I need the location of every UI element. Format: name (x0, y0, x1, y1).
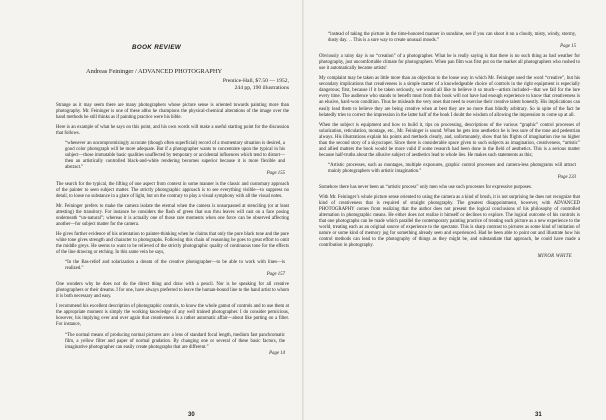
body-paragraph: He gives further evidence of his orientation to painter-thinking when he claims that only the pure black tone and the pure white tone gives strength and character to photographs. Following this chain of reasoning he goes to great effort to omit the middle greys. He seems to want to be relieved of the strictly photographic quality of continuous tone for the effects of the line drawing or etching. In this same vein he says, (56, 231, 289, 255)
block-quote (65, 260, 285, 278)
block-quote (65, 141, 285, 177)
quote-text: “instead of taking the picture in the time-honored manner in sunshine, see if you can shoot it on a cloudy, misty, windy, stormy, dusty day. . . This is a sure way to create unusual moods.” (328, 32, 576, 44)
body-paragraph: My complaint may be taken as little more than an objection to the loose way in which Mr. Feininger used the word “creative”, but his secondary implications that creativeness is a simple matter of a knowledgeable choice of controls in the right equipment is especially dangerous; first, because if it be taken seriously, we would all like to believe it so much—artists included—that we fall for the lure every time. The audience who stands to benefit must from this book will not have had enough experience to know that creativeness is an elusive, hard-won condition. Thus he misleads the very ones that need to exercise their creative talent honestly. His implications can easily lead them to believe they are being creative when at best they are no more than blindly arbitrary. So in spite of the fact he belatedly tries to correct the impression in the latter half of the book I doubt the wisdom of allowing the impression to come up at all. (319, 76, 580, 118)
section-heading: BOOK REVIEW (132, 44, 182, 51)
details-line: 244 pp, 190 illustrations (234, 85, 289, 91)
quote-citation: Page 157 (266, 272, 285, 278)
body-paragraph: Here is an example of what he says on this point, and his own words will make a useful starting point for the discussion that follows. (56, 125, 289, 137)
body-paragraph: Strange as it may seem there are many photographers whose picture sense is oriented towards painting more than photography. Mr. Feininger is one of these altho he champions the physical-chemical alterations of the image over the hand methods he still thinks as if painting practice were his bible. (56, 103, 289, 121)
body-paragraph: Mr. Feininger prefers to make the camera isolate the eternal when the camera is unsurpassed at stenciling (or at least attesting) the transitory. For instance he considers the flash of green that sun thru leaves will cast on a face posing underneath “un-natural”; whereas it is actually one of those rare moments when one force can be observed affecting another—for subject matter for the camera. (56, 203, 289, 227)
quote-citation: Page 15 (560, 44, 576, 50)
right-page (303, 0, 606, 420)
page-number: 30 (188, 412, 195, 418)
body-paragraph: With Mr. Feininger’s whole picture sense oriented to using the camera as a kind of brush, it is not surprising he does not recognize that kind of creativeness that is required of straight photography. The greatest disappointment, however, with ADVANCED PHOTOGRAPHY comes from realizing that the author does not present the logical conclusions of his philosophy of controlled alternation in photographic means. He either does not realize it himself or declines to explore. The logical outcome of his controls is that one photographs can be made which parallel the contemporary painting practice of treating each picture as a new experience to the world, treating each as an original source of experience to the spectator. This is sharp contrast to pictures as some kind of imitation of nature or some kind of memory jog for something already seen and experienced. Had he been able to point out and illustrate how his control methods can lead to the photography of things as they might be, and substantiate that approach, he could have made a contribution in photography. (319, 195, 580, 249)
author-signature: MINOR WHITE (537, 253, 572, 259)
quote-text: “In the Bas-relief and solarization a dream of the creative photographer—to be able to work with lines—is realized.” (65, 260, 285, 272)
block-quote (328, 32, 576, 50)
block-quote (65, 333, 285, 357)
publication-details (56, 78, 289, 92)
body-paragraph: One wonders why he does not do the direct thing and draw with a pencil. Nor is he speaking for all creative photographers or their dreams. I for one, have always preferred to leave the human-bound line to the hand artist to whom it is both necessary and easy. (56, 282, 289, 300)
quote-citation: Page 14 (269, 350, 285, 356)
quote-citation: Page 155 (266, 171, 285, 177)
quote-text: “whenever an uncompromisingly accurate (though often superficial) record of a momentary situation is desired, a good color photograph will be more adequate. But if a photographer wants to concentrate upon the typical in his subject—those immutable basic qualities unaffected by temporary or accidental influences which tend to distort—then an artistically controlled black-and-white rendering becomes superior because it is more flexible and abstract.” (65, 141, 285, 171)
body-paragraph: I recommend his excellent description of photographic controls, to know the whole gamut of controls and to use them at the appropriate moment is simply the working knowledge of any well trained photographer. I do consider pernicious, however, his implying over and over again that creativeness is a rather automatic affair—about like putting on a filter. For instance, (56, 304, 289, 328)
quote-text: “Artistic processes, such as montages, multiple exposures, graphic control processes and camera-less photograms will attract mainly photographers with artistic imagination.” (328, 162, 576, 174)
publisher-line: Prentice-Hall, $7.50 — 1952, (222, 78, 289, 84)
quote-citation: Page 233 (557, 174, 576, 180)
body-paragraph: When the subject is equipment and how to build it, tips on processing, descriptions of the various “graphic” control processes of solarization, reticulation, montage, etc., Mr. Feininger is sound. When he gets into aesthetics he is less sure of the tone and pedestrian always. His illustrations explain his points and methods clearly, and, unfortunately, show that his flights of imagination rise no higher than the second story of a skyscraper. Since there is considerable space given to such subjects as imagination, creativeness, “artistic” and allied matters the book would be more valid if some research had been done in the field of aesthetics. This is a serious matter because half-truths about the allusive subject of aesthetics lead to whole lies. He makes such statements as this; (319, 122, 580, 158)
body-paragraph: Somehow there has never been an “artistic process” only men who use such processes for expressive purposes. (319, 185, 532, 191)
quote-text: “The normal means of producing normal pictures are: a lens of standard focal length, medium fast panchromatic film, a yellow filter and paper of normal gradation. By changing one or several of these basic factors, the imaginative photographer can easily create photographs that are different.” (65, 332, 285, 350)
book-title: Andreas Feininger / ADVANCED PHOTOGRAPHY (86, 68, 223, 75)
page-number: 31 (535, 412, 542, 418)
body-paragraph: Obviously a rainy day is no “creation” of a photographer. What he is really saying is that there is no such thing as bad weather for photography, just uncomfortable climate for photographers. When pan film was first put on the market all photographers who rushed to use it automatically became artists! (319, 54, 580, 72)
body-paragraph: The search for the typical, the lifting of one aspect from context in some manner is the classic and customary approach of the painter to seen subject matter. The strictly photographic approach is to see everything visible—to suppress no detail, to loose no substance in a glare of light, but on the contrary to play a visual symphony with all the visual notes. (56, 181, 289, 199)
block-quote (328, 163, 576, 181)
